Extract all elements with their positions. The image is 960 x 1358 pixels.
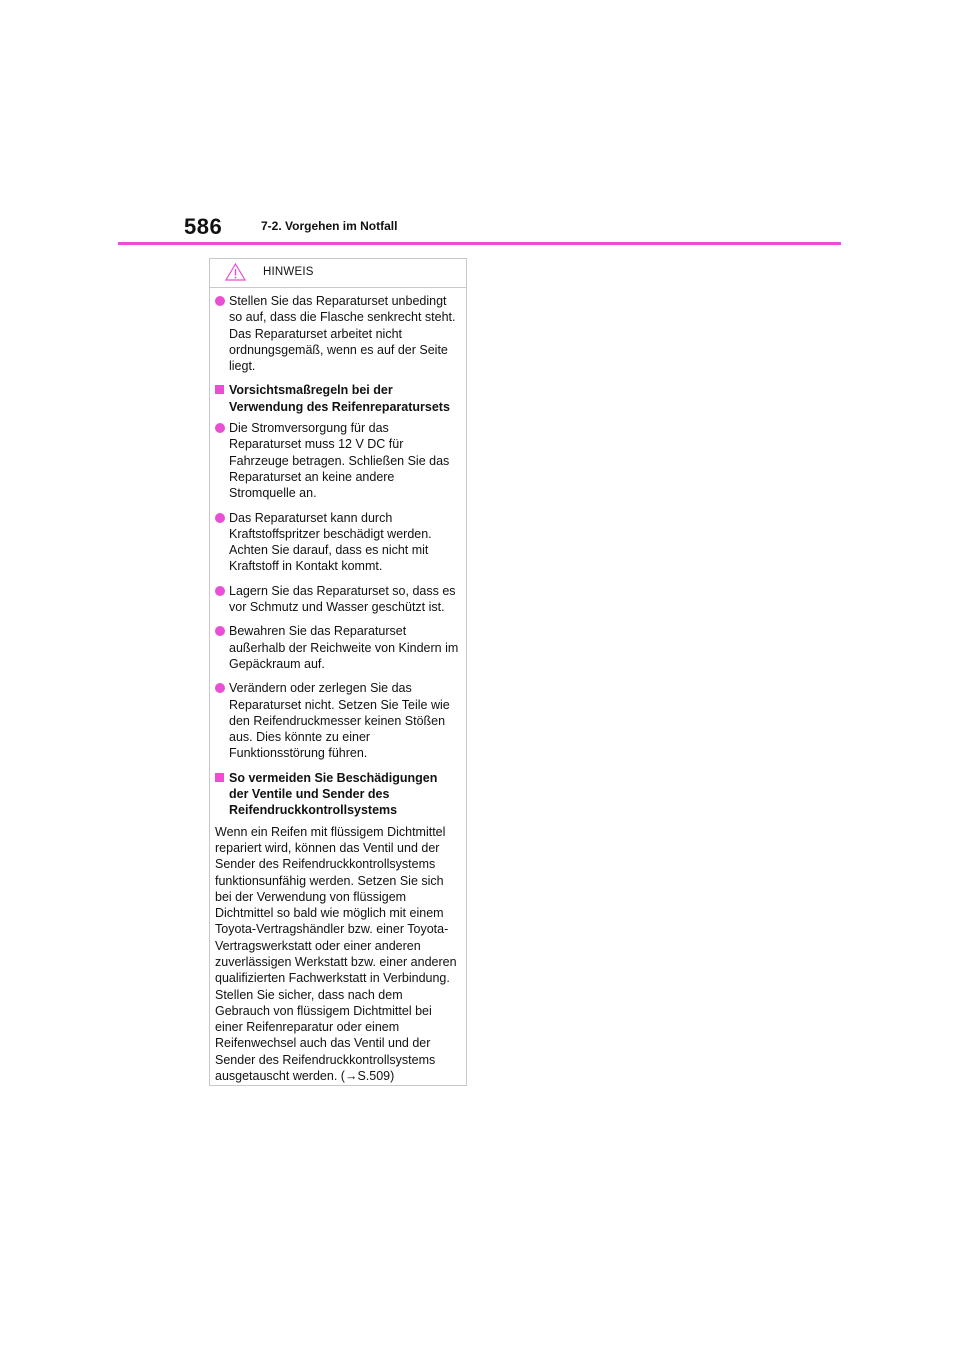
notice-item xyxy=(215,583,460,616)
notice-title: HINWEIS xyxy=(263,266,314,278)
notice-item-text: Die Stromversorgung für das Reparaturset muss 12 V DC für Fahrzeuge betragen. Schließen Sie das Reparaturset an keine andere Stromquelle an. xyxy=(229,421,450,501)
notice-item xyxy=(215,420,460,501)
notice-header xyxy=(210,259,466,288)
notice-subheading-text: Vorsichtsmaßregeln bei der Verwendung des Reifenreparatursets xyxy=(229,383,450,414)
notice-subheading xyxy=(215,382,460,415)
notice-item-text: Stellen Sie das Reparaturset unbedingt so auf, dass die Flasche senkrecht steht. Das Reparaturset arbeitet nicht ordnungsgemäß, wenn es auf der Seite liegt. xyxy=(229,294,456,374)
notice-subheading xyxy=(215,770,460,819)
bullet-icon xyxy=(215,423,225,433)
bullet-icon xyxy=(215,683,225,693)
notice-body xyxy=(210,288,466,1084)
bullet-icon xyxy=(215,296,225,306)
warning-triangle-icon xyxy=(225,263,246,281)
section-title: 7-2. Vorgehen im Notfall xyxy=(261,219,398,233)
bullet-icon xyxy=(215,586,225,596)
notice-item-text: Verändern oder zerlegen Sie das Reparaturset nicht. Setzen Sie Teile wie den Reifendruckmesser keinen Stößen aus. Dies könnte zu einer Funktionsstörung führen. xyxy=(229,681,450,761)
notice-paragraph: Wenn ein Reifen mit flüssigem Dichtmittel repariert wird, können das Ventil und der Sender des Reifendruckkontrollsystems funktionsunfähig werden. Setzen Sie sich bei der Verwendung von flüssigem Dichtmittel so bald wie möglich mit einem Toyota-Vertragshändler bzw. einer Toyota-Vertragswerkstatt oder einer anderen zuverlässigen Werkstatt bzw. einer anderen qualifizierten Fachwerkstatt in Verbindung. Stellen Sie sicher, dass nach dem Gebrauch von flüssigem Dichtmittel bei einer Reifenreparatur oder einem Reifenwechsel auch das Ventil und der Sender des Reifendruckkontrollsystems ausgetauscht werden. (→S.509) xyxy=(215,824,457,1084)
notice-item-text: Lagern Sie das Reparaturset so, dass es vor Schmutz und Wasser geschützt ist. xyxy=(229,583,456,615)
header-rule xyxy=(118,242,841,245)
notice-item xyxy=(215,680,460,761)
bullet-icon xyxy=(215,626,225,636)
notice-item xyxy=(215,510,460,575)
bullet-icon xyxy=(215,513,225,523)
square-bullet-icon xyxy=(215,385,224,394)
page-number: 586 xyxy=(184,214,223,239)
notice-box xyxy=(209,258,467,1086)
square-bullet-icon xyxy=(215,773,224,782)
notice-item xyxy=(215,623,460,672)
notice-item xyxy=(215,293,460,374)
notice-item-text: Bewahren Sie das Reparaturset außerhalb der Reichweite von Kindern im Gepäckraum auf. xyxy=(229,624,459,671)
notice-subheading-text: So vermeiden Sie Beschädigungen der Ventile und Sender des Reifendruckkontrollsystems xyxy=(229,770,438,818)
notice-item-text: Das Reparaturset kann durch Kraftstoffspritzer beschädigt werden. Achten Sie darauf, dass es nicht mit Kraftstoff in Kontakt kommt. xyxy=(229,510,432,574)
